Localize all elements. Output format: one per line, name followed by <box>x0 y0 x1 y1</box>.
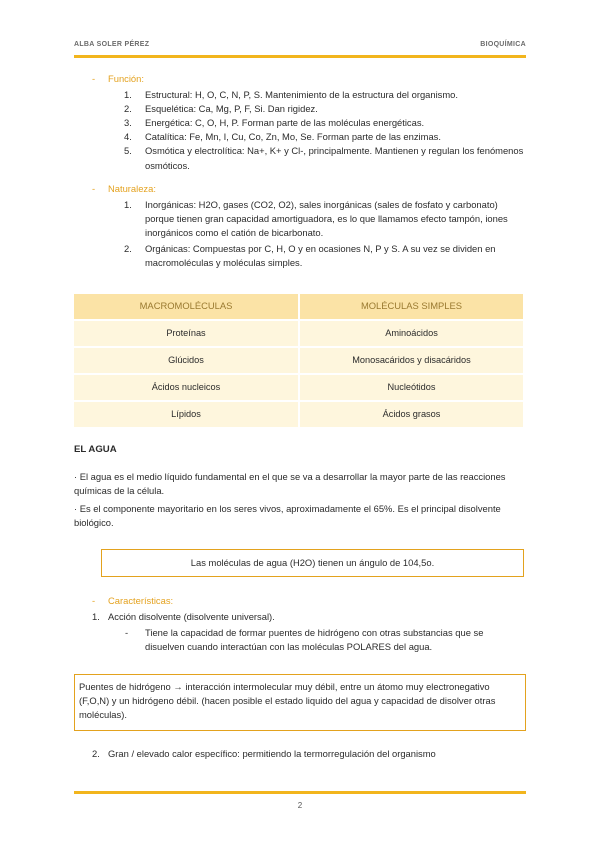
author-name: ALBA SOLER PÉREZ <box>74 41 150 48</box>
table-row <box>74 320 524 347</box>
table-cell: Aminoácidos <box>299 320 524 347</box>
naturaleza-list <box>124 198 524 271</box>
table-cell: Ácidos nucleicos <box>74 374 299 401</box>
section-caracteristicas-title: - Características: <box>92 595 174 606</box>
section-heading: EL AGUA <box>74 444 117 455</box>
table-cell: Lípidos <box>74 401 299 428</box>
subject-name: BIOQUÍMICA <box>480 41 526 48</box>
funcion-list <box>124 88 524 173</box>
caracteristicas-item-1: 1. Acción disolvente (disolvente universal). <box>92 611 275 622</box>
highlight-box <box>101 549 524 577</box>
list-item: 1. Inorgánicas: H2O, gases (CO2, O2), sales inorgánicas (sales de fosfato y carbonato) porque tienen gran capacidad amortiguadora, es lo que llamamos efecto tampón, iones inorgánicos como el catión de bicarbonato. <box>124 199 508 239</box>
header-divider <box>74 55 526 58</box>
table-row <box>74 347 524 374</box>
paragraph: · El agua es el medio líquido fundamental en el que se va a desarrollar la mayor parte de las reacciones químicas de la célula. <box>74 471 506 497</box>
table-cell: Nucleótidos <box>299 374 524 401</box>
table-header-row <box>74 294 524 320</box>
list-item: 5. Osmótica y electrolítica: Na+, K+ y Cl-, principalmente. Mantienen y regulan los fenómenos osmóticos. <box>124 145 524 171</box>
note-text: Puentes de hidrógeno → interacción intermolecular muy débil, entre un átomo muy electronegativo (F,O,N) y un hidrógeno débil. (hacen posible el estado liquido del agua y capacidad de disolver otras moléculas). <box>79 681 496 721</box>
table-row <box>74 401 524 428</box>
sub-list-item: - Tiene la capacidad de formar puentes de hidrógeno con otras substancias que se disuelven cuando interactúan con las moléculas POLARES del agua. <box>125 627 484 653</box>
list-item: 2. Esquelética: Ca, Mg, P, F, Si. Dan rigidez. <box>124 103 318 115</box>
table-cell: Proteínas <box>74 320 299 347</box>
table-cell: Monosacáridos y disacáridos <box>299 347 524 374</box>
section-funcion-title: - Función: <box>92 73 144 84</box>
table-header-cell: MOLÉCULAS SIMPLES <box>299 294 524 320</box>
table-cell: Glúcidos <box>74 347 299 374</box>
list-item: 3. Energética: C, O, H, P. Forman parte de las moléculas energéticas. <box>124 117 425 129</box>
table-row <box>74 374 524 401</box>
molecules-table <box>74 294 525 429</box>
page-header <box>74 40 526 51</box>
note-box <box>74 674 526 731</box>
paragraph: · Es el componente mayoritario en los seres vivos, aproximadamente el 65%. Es el principal disolvente biológico. <box>74 503 501 529</box>
section-naturaleza-title: - Naturaleza: <box>92 183 156 194</box>
list-item: 4. Catalítica: Fe, Mn, I, Cu, Co, Zn, Mo, Se. Forman parte de las enzimas. <box>124 131 441 143</box>
highlight-text: Las moléculas de agua (H2O) tienen un ángulo de 104,5o. <box>190 556 435 568</box>
list-item: 1. Estructural: H, O, C, N, P, S. Mantenimiento de la estructura del organismo. <box>124 89 458 100</box>
table-cell: Ácidos grasos <box>299 401 524 428</box>
table-header-cell: MACROMOLÉCULAS <box>74 294 299 320</box>
caracteristicas-item-2: 2. Gran / elevado calor específico: permitiendo la termorregulación del organismo <box>92 748 436 759</box>
page-number: 2 <box>297 801 303 810</box>
footer-divider <box>74 791 526 794</box>
list-item: 2. Orgánicas: Compuestas por C, H, O y en ocasiones N, P y S. A su vez se dividen en macromoléculas y moléculas simples. <box>124 243 496 269</box>
